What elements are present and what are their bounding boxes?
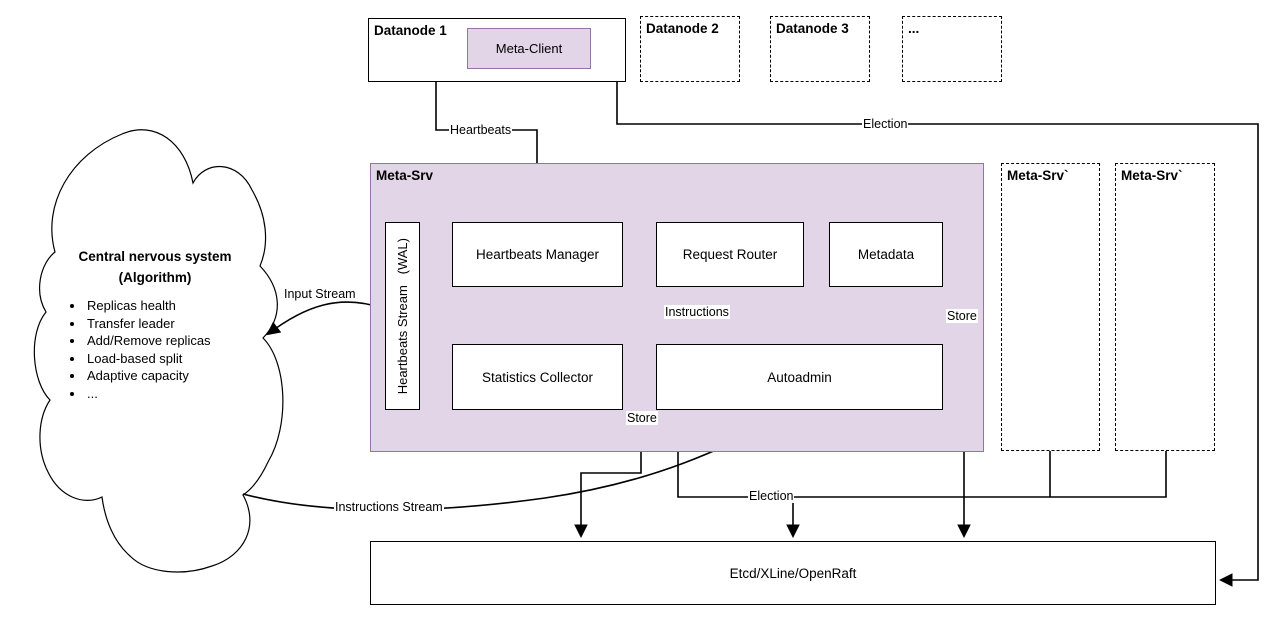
node-datanode2 <box>640 16 740 82</box>
node-meta-srv-label: Meta-Srv <box>376 168 434 183</box>
node-meta-srv-replica2-label: Meta-Srv` <box>1121 168 1183 183</box>
cloud-bullet-item: • Transfer leader <box>85 315 255 333</box>
cloud-bullet-item: • Add/Remove replicas <box>85 332 255 350</box>
node-datanode1-label: Datanode 1 <box>374 23 447 38</box>
node-datanode-more <box>902 16 1002 82</box>
node-datanode3-label: Datanode 3 <box>776 21 849 36</box>
node-autoadmin-label: Autoadmin <box>767 369 832 385</box>
cloud-title-line2: (Algorithm) <box>118 270 192 285</box>
node-request-router <box>656 222 804 287</box>
node-datanode3 <box>770 16 870 82</box>
node-datanode2-label: Datanode 2 <box>646 21 719 36</box>
cloud-bullet-item: • Load-based split <box>85 350 255 368</box>
node-autoadmin <box>656 344 943 410</box>
cloud-bullet-item: • Adaptive capacity <box>85 367 255 385</box>
node-meta-client-label: Meta-Client <box>495 41 563 56</box>
edge-label-input-stream: Input Stream <box>284 287 356 301</box>
edge-label-election-bottom: Election <box>749 489 794 503</box>
node-meta-srv-replica1 <box>1001 163 1100 451</box>
cloud-title-line1: Central nervous system <box>78 249 232 264</box>
node-statistics-collector <box>452 344 623 410</box>
cloud-bullet-list <box>85 297 255 403</box>
edge-label-store-left: Store <box>627 411 657 425</box>
node-heartbeats-manager <box>452 222 623 287</box>
edge-label-store-right: Store <box>947 309 977 323</box>
cloud-bullet-item: • ... <box>85 385 255 403</box>
edge-input-stream <box>268 302 385 334</box>
node-meta-client <box>467 28 591 69</box>
node-meta-srv-replica1-label: Meta-Srv` <box>1007 168 1069 183</box>
node-statistics-collector-label: Statistics Collector <box>481 369 594 385</box>
cloud-bullet-item: • Replicas health <box>85 297 255 315</box>
node-meta-srv-replica2 <box>1115 163 1215 451</box>
node-heartbeats-stream-wal-label: Heartbeats Stream (WAL) <box>395 237 410 395</box>
node-heartbeats-manager-label: Heartbeats Manager <box>475 247 600 262</box>
node-etcd <box>370 541 1216 605</box>
cloud-central-nervous-system <box>55 246 255 403</box>
edge-label-instructions: Instructions <box>665 305 729 319</box>
node-datanode-more-label: ... <box>908 21 920 36</box>
node-request-router-label: Request Router <box>682 247 778 262</box>
node-etcd-label: Etcd/XLine/OpenRaft <box>729 565 857 581</box>
edge-label-instructions-stream: Instructions Stream <box>335 500 443 514</box>
node-metadata-label: Metadata <box>857 247 915 262</box>
edge-label-election-top: Election <box>863 117 908 131</box>
node-heartbeats-stream-wal <box>385 222 420 410</box>
node-metadata <box>829 222 943 287</box>
edge-label-heartbeats: Heartbeats <box>450 123 512 137</box>
